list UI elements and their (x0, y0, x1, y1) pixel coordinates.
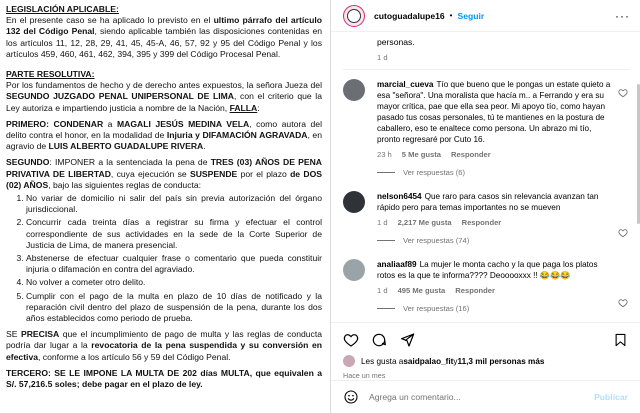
comment-likes[interactable]: 2,217 Me gusta (397, 218, 452, 227)
text-bold: revocatoria de la pena suspendida y su conversión en efectiva (6, 340, 322, 362)
segundo-paragraph (6, 157, 322, 191)
publish-button[interactable]: Publicar (594, 392, 628, 402)
fallo-word: FALLA (229, 102, 258, 113)
text-bold: SEGUNDO JUZGADO PENAL UNIPERSONAL DE LIMA (6, 91, 235, 102)
comment-text: La mujer le monta cacho y la que paga los platos rotos es la que te informa???? Deooooxxx !! 😂😂😂 (377, 260, 598, 280)
text-bold: PRECISA (20, 329, 60, 340)
view-replies-label: Ver respuestas (16) (403, 304, 470, 313)
view-replies-label: Ver respuestas (74) (403, 236, 470, 245)
commenter-username[interactable]: nelson6454 (377, 192, 422, 201)
add-comment-bar (331, 380, 640, 413)
comment-time: 1 d (377, 286, 388, 295)
text-span: . (203, 141, 206, 152)
commenter-username[interactable]: marcial_cueva (377, 80, 434, 89)
text-span: , como autora del delito contra el honor, en la modalidad de (6, 118, 322, 141)
comment-likes[interactable]: 5 Me gusta (401, 150, 442, 159)
text-span: , con el criterio que la Ley autoriza e impartiendo justicia a nombre de la Nación, (6, 91, 322, 113)
comment-item (343, 191, 630, 228)
replies-line (377, 240, 395, 241)
text-bold: LUIS ALBERTO GUADALUPE RIVERA (48, 141, 204, 152)
view-replies-label: Ver respuestas (6) (403, 168, 466, 177)
comments-list[interactable] (331, 32, 640, 322)
text-span: : (257, 102, 260, 113)
bookmark-icon[interactable] (613, 332, 628, 348)
comment-likes[interactable]: 495 Me gusta (397, 286, 446, 295)
heart-icon[interactable] (618, 298, 628, 308)
text-bold: PRIMERO: CONDENAR (6, 118, 104, 129)
author-avatar[interactable] (343, 5, 365, 27)
heart-icon[interactable] (618, 88, 628, 98)
comment-meta (377, 217, 616, 228)
text-span: que el incumplimiento de pago de multa y las reglas de conducta podría dar lugar a la (6, 329, 322, 351)
post-time: Hace un mes (343, 371, 386, 380)
tercero-paragraph: TERCERO: SE LE IMPONE LA MULTA DE 202 días MULTA, que equivalen a S/. 57,216.5 soles; debe pagar en el plazo de ley. (6, 367, 322, 390)
likes-prefix: Les gusta a (361, 356, 404, 366)
instagram-post-panel (331, 0, 640, 413)
text-span: , en agravio de (6, 130, 322, 152)
text-bold: de DOS (02) AÑOS (6, 168, 322, 190)
comment-body (377, 259, 630, 296)
commenter-avatar[interactable] (343, 79, 365, 101)
rule-item: 4. No volver a cometer otro delito. (26, 277, 322, 288)
caption-tail-text: personas. (377, 37, 415, 47)
rules-list (26, 193, 322, 324)
comment-time: 1 d (377, 218, 388, 227)
action-bar (331, 327, 640, 353)
text-span: : IMPONER a la sentenciada la pena de (49, 157, 211, 168)
comment-meta (377, 285, 616, 296)
text-span: Por los fundamentos de hecho y de derecho antes expuestos, la señora Jueza del (6, 80, 322, 91)
text-span: , cuya ejecución se (110, 168, 190, 179)
view-replies-button[interactable] (377, 304, 630, 313)
comment-bubble-icon[interactable] (371, 332, 387, 348)
text-bold: TRES (03) AÑOS DE PENA PRIVATIVA DE LIBERTAD (6, 157, 322, 179)
text-span: por el plazo (237, 168, 291, 179)
rule-item: 1. No variar de domicilio ni salir del país sin previa autorización del órgano jurisdiccional. (26, 193, 322, 215)
divider (343, 69, 630, 70)
legislacion-heading: LEGISLACIÓN APLICABLE: (6, 4, 119, 14)
replies-line (377, 308, 395, 309)
comment-time: 23 h (377, 150, 392, 159)
comment-body (377, 79, 630, 160)
rule-item: 5. Cumplir con el pago de la multa en plazo de 10 días de notificado y la reparación civil dentro del plazo de suspensión de la pena, durante los dos años establecidos como periodo de prueba. (26, 291, 322, 325)
text-bold: SUSPENDE (189, 168, 238, 179)
like-heart-icon[interactable] (343, 332, 359, 348)
replies-line (377, 172, 395, 173)
text-span: , conforme a los artículo 56 y 59 del Código Penal. (38, 351, 231, 362)
commenter-avatar[interactable] (343, 259, 365, 281)
comment-meta (377, 149, 616, 160)
comment-input[interactable] (369, 392, 594, 402)
commenter-username[interactable]: analiaaf89 (377, 260, 417, 269)
reply-button[interactable]: Responder (451, 150, 491, 159)
caption-time: 1 d (377, 53, 388, 62)
rule-item: 3. Abstenerse de efectuar cualquier frase o comentario que pueda constituir injuria o difamación en contra del agraviado. (26, 253, 322, 275)
reply-button[interactable]: Responder (455, 286, 495, 295)
view-replies-button[interactable] (377, 168, 630, 177)
heart-icon[interactable] (618, 228, 628, 238)
precisa-paragraph (6, 329, 322, 363)
comment-text: Tío que bueno que le pongas un estate quieto a esa "señora". Una moralista que hacía m.. a Ferrando y era su mayor crítica, pae que ella sea peor. Mi apoyo tío, como hayan pasado tus cosas personales, tú te mantienes en la postura de caballero, eso te enaltece como persona. Un abrazo mi tío, pronto regresaré por Cuto 16. (377, 80, 611, 144)
text-span: SE (6, 329, 21, 340)
text-span: , siendo aplicable también las disposiciones contenidas en los artículos 11, 12, 28, 29, 41, 45, 45-A, 46, 57, 92 y 95 del Código Penal y los artículos 459, 460, 461, 462, 394, 395 y 399 del Código Procesal Penal. (6, 26, 323, 59)
comment-item (343, 259, 630, 296)
commenter-avatar[interactable] (343, 191, 365, 213)
separator-dot: • (449, 11, 453, 20)
likes-count[interactable]: 11,3 mil personas más (457, 356, 545, 366)
resolutiva-heading: PARTE RESOLUTIVA: (6, 69, 95, 80)
reply-button[interactable]: Responder (461, 218, 502, 227)
comment-body (377, 191, 630, 228)
likes-summary (331, 353, 640, 369)
follow-button[interactable]: Seguir (457, 10, 485, 21)
author-username[interactable]: cutoguadalupe16 (374, 10, 445, 21)
text-bold: MAGALI JESÚS MEDINA VELA (117, 118, 250, 129)
text-bold: Injuria y DIFAMACIÓN AGRAVADA (166, 130, 308, 141)
likes-mid: y (453, 356, 458, 366)
text-bold: SEGUNDO (6, 157, 50, 168)
liker-avatar[interactable] (343, 355, 355, 367)
more-options-icon[interactable]: ··· (615, 8, 630, 23)
text-span: a (103, 118, 117, 129)
emoji-icon[interactable] (343, 389, 359, 405)
primero-paragraph (6, 119, 322, 153)
post-footer (331, 322, 640, 413)
resolutiva-paragraph (6, 80, 322, 114)
share-paper-plane-icon[interactable] (399, 332, 415, 348)
legislacion-paragraph (6, 15, 322, 60)
text-span: En el presente caso se ha aplicado lo previsto en el (6, 15, 214, 26)
view-replies-button[interactable] (377, 236, 630, 245)
liker-username[interactable]: saidpalao_fit (403, 356, 454, 366)
text-bold: ultimo párrafo del artículo 132 del Código Penal (6, 15, 322, 37)
post-header (331, 0, 640, 32)
comment-item (343, 79, 630, 160)
caption-tail (343, 37, 630, 63)
rule-item: 2. Concurrir cada treinta días a registrar su firma y efectuar el control correspondiente de sus actividades en la sede de la Corte Superior de Justicia de Lima, de manera presencial. (26, 217, 322, 251)
comment-text: Que raro para casos sin relevancia avanzan tan rápido pero para temas importantes no se mueven (377, 192, 599, 212)
text-span: , bajo las siguientes reglas de conducta: (48, 179, 202, 190)
